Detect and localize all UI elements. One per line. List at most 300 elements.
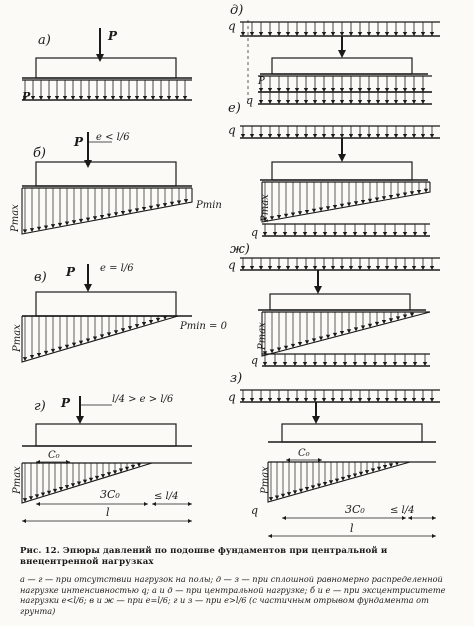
panel-b-pressure-arrow-20 [163,188,167,207]
panel-d-soil-load-arrow-18 [421,92,425,104]
panel-v-pressure-arrow-14 [121,316,125,332]
panel-d-surface-load-arrow-9 [322,22,326,36]
panel-e-soil-load-arrow-8 [343,224,347,236]
panel-z-surface-load-arrow-14 [367,390,371,402]
panel-e-pressure-arrow-7 [312,182,316,213]
panel-d-soil-load-arrow-14 [385,92,389,104]
panel-d-foundation [260,58,428,74]
panel-d-pressure-arrow-2 [277,76,281,92]
panel-d-surface-load-arrow-3 [268,22,272,36]
panel-a-pressure-arrow-20 [183,80,187,100]
panel-zh-surface-load-arrow-16 [385,258,389,270]
panel-z-pressure-arrow-6 [305,462,309,491]
panel-z-pressure-arrow-2 [281,462,285,498]
panel-label-b: б) [33,146,47,161]
panel-zh-surface-load-arrow-14 [367,258,371,270]
panel-d-pressure-arrow-18 [421,76,425,92]
panel-zh-foundation-block [270,294,410,310]
panel-v-pressure-arrow-5 [58,316,62,351]
panel-d-surface-load-arrow-12 [349,22,353,36]
panel-e-surface-load-arrow-5 [286,126,290,138]
q-below-e: q [251,226,259,239]
panel-e-surface-load-arrow-18 [403,126,407,138]
panel-d-surface-load-arrow-18 [403,22,407,36]
panel-e-soil-load-arrow-6 [323,224,327,236]
panel-v-pressure-arrow-10 [93,316,97,340]
panel-zh-pressure-arrow-3 [284,312,288,350]
caption-body-text: а — г — при отсутствии нагрузок на полы; д — з — при сплошной равномерно распределенной нагрузке интенсивностью q; а и д — при центральной нагрузке; б и е — при эксцентриситете нагрузки e<l/6; в и ж — при e=l/6; г и з — при e>l/6 (с частичным отрывом фундамента от грунта) [20,574,446,616]
panel-z-surface-load-arrow-9 [322,390,326,402]
q-d: q [228,19,236,33]
panel-e-soil-load-arrow-14 [403,224,407,236]
panel-v-pressure-arrow-4 [51,316,55,353]
panel-e-soil-load-arrow-12 [383,224,387,236]
panel-z-surface-load-arrow-3 [268,390,272,402]
pressure-P-d: P [258,76,265,87]
panel-zh-soil-load-arrow-15 [413,354,417,366]
panel-v-pressure-arrow-9 [86,316,90,343]
panel-v-pressure-arrow-6 [65,316,69,349]
panel-d-surface-load-arrow-14 [367,22,371,36]
panel-e-surface-load-arrow-21 [430,126,434,138]
panel-a-pressure-arrow-18 [167,80,171,100]
panel-e-pressure-arrow-13 [354,182,358,205]
panel-a-pressure-arrow-5 [63,80,67,100]
panel-zh-pressure-arrow-15 [368,312,372,328]
panel-zh-pressure-arrow-12 [347,312,351,333]
panel-d-soil-load-arrow-17 [412,92,416,104]
panel-b-pressure-arrow-18 [149,188,153,210]
panel-b-pressure-arrow-5 [58,188,62,227]
panel-d-soil-load [258,92,432,104]
length-l-z: l [350,522,354,535]
panel-z-pressure-arrow-12 [341,462,345,481]
panel-g-pressure-arrow-11 [89,463,93,482]
panel-zh-pressure-outline [262,312,430,356]
panel-z-pressure-arrow-5 [299,462,303,493]
pmax-b: Pmax [10,204,21,232]
panel-a-pressure-arrow-10 [103,80,107,100]
panel-e-surface-load-arrow-16 [385,126,389,138]
panel-z-surface-load-arrow-15 [376,390,380,402]
panel-d-pressure-arrow-5 [304,76,308,92]
panel-d-surface-load-arrow-16 [385,22,389,36]
panel-d-surface-load-arrow-1 [250,22,254,36]
panel-e-pressure-arrow-23 [424,182,428,193]
panel-d-pressure-arrow-1 [268,76,272,92]
panel-a-load-arrow [96,28,104,62]
panel-d-soil-load-arrow-15 [394,92,398,104]
panel-e-pressure-arrow-12 [347,182,351,206]
caption-title-text: Рис. 12. Эпюры давлений по подошве фундаментов при центральной и внецентренной нагрузках [20,546,388,567]
panel-zh-soil-load-arrow-8 [343,354,347,366]
panel-e-surface-load-arrow-9 [322,126,326,138]
panel-e-soil-load-arrow-0 [263,224,267,236]
panel-b-foundation [22,162,192,186]
panel-d-soil-load-arrow-5 [304,92,308,104]
panel-g-pressure-arrow-16 [119,463,123,473]
right-column-diagrams [240,22,440,538]
panel-d-pressure-arrow-15 [394,76,398,92]
panel-d-surface-load-arrow-17 [394,22,398,36]
panel-zh-surface-load-arrow-19 [412,258,416,270]
pmin-b: Pmin [196,200,222,211]
panel-e-soil-load-arrow-11 [373,224,377,236]
panel-v-load-arrow-head [84,284,92,292]
panel-g-l4-dim [152,502,192,506]
panel-zh-soil-load-arrow-10 [363,354,367,366]
l-quarter-g: ≤ l/4 [154,491,179,502]
panel-zh-pressure-arrow-4 [291,312,295,348]
panel-z-surface-load-arrow-19 [412,390,416,402]
panel-zh-soil-load-arrow-13 [393,354,397,366]
panel-v-foundation [22,292,192,316]
panel-g-pressure-arrow-10 [83,463,87,484]
panel-d-pressure [258,76,432,92]
panel-g-pressure-arrow-13 [101,463,105,478]
figure-caption-body [20,574,460,616]
panel-g-foundation [22,424,192,446]
panel-b-pressure-arrow-16 [135,188,139,212]
panel-g-load-arrow-head [76,416,84,424]
panel-d-pressure-arrow-4 [295,76,299,92]
panel-e-surface-load-arrow-20 [421,126,425,138]
panel-d-surface-load-arrow-5 [286,22,290,36]
panel-g-3c0-dim [36,502,148,506]
panel-z-pressure-arrow-3 [287,462,291,496]
panel-g-pressure-arrow-3 [41,463,45,497]
figure-caption-title [20,546,460,568]
panel-g-pressure-arrow-6 [59,463,63,491]
panel-e-soil-load-arrow-7 [333,224,337,236]
panel-z-pressure-arrow-19 [383,462,387,469]
panel-d-pressure-arrow-17 [412,76,416,92]
panel-z-pressure-arrow-16 [365,462,369,474]
panel-z-pressure-arrow-14 [353,462,357,477]
load-P-v: P [66,265,76,279]
panel-zh-surface-load-arrow-4 [277,258,281,270]
left-column-diagrams [22,20,248,523]
panel-zh-soil-load-arrow-1 [273,354,277,366]
panel-label-g: г) [34,399,46,414]
panel-b-pressure-arrow-21 [170,188,174,206]
panel-z-pressure-arrow-18 [377,462,381,471]
panel-e-soil-load-arrow-3 [293,224,297,236]
panel-d-soil-load-arrow-6 [313,92,317,104]
panel-e-pressure-arrow-16 [375,182,379,201]
panel-b-pressure-arrow-6 [65,188,69,226]
panel-b-foundation-block [36,162,176,186]
panel-e-pressure-arrow-4 [291,182,295,216]
panel-zh-surface-load-arrow-13 [358,258,362,270]
panel-z-surface-load-arrow-16 [385,390,389,402]
panel-b-pressure-arrow-8 [79,188,83,223]
panel-e-soil-load-arrow-9 [353,224,357,236]
panel-zh-pressure-arrow-17 [382,312,386,324]
panel-e-soil-load-arrow-1 [273,224,277,236]
panel-e-pressure-arrow-3 [284,182,288,218]
panel-b-pressure-arrow-13 [114,188,118,216]
load-P-b: P [74,135,84,149]
panel-z-surface-load-arrow-20 [421,390,425,402]
panel-b-pressure-arrow-23 [184,188,188,203]
panel-zh-surface-load-arrow-15 [376,258,380,270]
panel-e-pressure-arrow-10 [333,182,337,209]
q-zh: q [228,258,236,272]
panel-zh-surface-load-arrow-10 [331,258,335,270]
pmax-v: Pmax [12,324,23,352]
panel-d-pressure-arrow-16 [403,76,407,92]
panel-g-pressure-arrow-8 [71,463,75,487]
panel-e-surface-load-arrow-3 [268,126,272,138]
panel-b-pressure-arrow-10 [93,188,97,220]
panel-d-surface-load [240,22,440,36]
panel-e-surface-load-arrow-14 [367,126,371,138]
panel-v-pressure-arrow-15 [128,316,132,330]
length-l-g: l [106,506,110,519]
panel-zh-load-arrow [314,270,322,294]
panel-z-foundation [268,424,436,442]
panel-zh-pressure-arrow-13 [354,312,358,331]
panel-e-surface-load-arrow-7 [304,126,308,138]
panel-zh-surface-load [240,258,440,270]
three-c0-z: 3C₀ [345,503,365,516]
panel-d-surface-load-arrow-15 [376,22,380,36]
panel-z-surface-load-arrow-7 [304,390,308,402]
panel-label-z: з) [230,371,243,386]
panel-zh-soil-load-arrow-6 [323,354,327,366]
pmax-zh: Pmax [257,322,268,350]
panel-e-foundation-block [272,162,412,180]
panel-zh-soil-load-arrow-4 [303,354,307,366]
l-quarter-z: ≤ l/4 [390,505,415,516]
panel-label-v: в) [34,270,47,285]
panel-e-foundation [260,162,428,180]
panel-zh-surface-load-arrow-5 [286,258,290,270]
panel-e-soil-load-arrow-4 [303,224,307,236]
panel-z-load-arrow [312,402,320,424]
panel-zh-surface-load-arrow-9 [322,258,326,270]
panel-v-pressure-arrow-8 [79,316,83,345]
panel-g-pressure-arrow-12 [95,463,99,480]
panel-z-surface-load-arrow-1 [250,390,254,402]
panel-b-pressure-arrow-2 [37,188,41,231]
panel-zh-surface-load-arrow-18 [403,258,407,270]
panel-a-pressure-arrow-13 [127,80,131,100]
panel-e-surface-load-arrow-15 [376,126,380,138]
pmin-v: Pmin = 0 [180,321,227,332]
panel-d-surface-load-arrow-4 [277,22,281,36]
c0-z: C₀ [298,448,310,459]
panel-zh-surface-load-arrow-3 [268,258,272,270]
panel-g-pressure-arrow-1 [29,463,33,500]
panel-zh-pressure [262,312,430,356]
panel-g-pressure-arrow-17 [125,463,129,471]
panel-v-pressure-arrow-3 [44,316,48,355]
panel-e-soil-load-arrow-15 [413,224,417,236]
panel-g-pressure-arrow-9 [77,463,81,485]
panel-e-surface-load-arrow-8 [313,126,317,138]
panel-z-surface-load-arrow-6 [295,390,299,402]
panel-zh-surface-load-arrow-11 [340,258,344,270]
panel-e-pressure-arrow-9 [326,182,330,210]
panel-d-soil-load-arrow-12 [367,92,371,104]
panel-e-soil-load-arrow-10 [363,224,367,236]
panel-d-pressure-arrow-6 [313,76,317,92]
panel-z-pressure-arrow-10 [329,462,333,484]
panel-e-soil-load-arrow-2 [283,224,287,236]
panel-e-pressure-arrow-14 [361,182,365,204]
pressure-P-a: P [22,90,31,103]
panel-a-foundation [22,58,192,78]
panel-v-pressure-arrow-12 [107,316,111,336]
panel-e-surface-load-arrow-6 [295,126,299,138]
panel-e-pressure-arrow-20 [403,182,407,196]
panel-a-foundation-block [36,58,176,78]
panel-d-soil-load-arrow-13 [376,92,380,104]
panel-zh-load-arrow-head [314,286,322,294]
panel-e-pressure-arrow-11 [340,182,344,208]
panel-z-surface-load-arrow-11 [340,390,344,402]
panel-d-soil-load-arrow-10 [349,92,353,104]
panel-d-pressure-arrow-11 [358,76,362,92]
panel-zh-surface-load-arrow-17 [394,258,398,270]
panel-b-load-arrow [84,132,92,168]
panel-zh-surface-load-arrow-1 [250,258,254,270]
panel-d-soil-load-arrow-2 [277,92,281,104]
panel-e-surface-load-arrow-1 [250,126,254,138]
panel-e-pressure-arrow-17 [382,182,386,200]
panel-e-surface-load-arrow-10 [331,126,335,138]
panel-v-pressure-arrow-17 [142,316,146,326]
panel-zh-pressure-arrow-18 [389,312,393,322]
panel-z-pressure-arrow-13 [347,462,351,479]
panel-z-pressure-arrow-8 [317,462,321,488]
panel-e-surface-load-arrow-19 [412,126,416,138]
panel-a-pressure-arrow-11 [111,80,115,100]
panel-b-pressure-arrow-4 [51,188,55,228]
panel-v-pressure-arrow-13 [114,316,118,334]
panel-zh-pressure-arrow-14 [361,312,365,330]
panel-zh-soil-load-arrow-3 [293,354,297,366]
panel-b-pressure-arrow-0 [23,188,27,233]
panel-z-surface-load-arrow-4 [277,390,281,402]
panel-g-pressure-arrow-7 [65,463,69,489]
panel-v-pressure-arrow-11 [100,316,104,338]
panel-e-pressure-arrow-19 [396,182,400,198]
panel-e-soil-load-arrow-5 [313,224,317,236]
panel-a-pressure-arrow-1 [31,80,35,100]
panel-label-d: д) [230,3,244,18]
panel-e-load-arrow [338,138,346,162]
panel-e-pressure [262,182,430,222]
panel-z-3c0-dim [282,516,406,520]
panel-zh-pressure-arrow-6 [305,312,309,344]
panel-d-soil-load-arrow-9 [340,92,344,104]
panel-a-pressure-arrow-3 [47,80,51,100]
panel-a-pressure-arrow-2 [39,80,43,100]
panel-d-pressure-arrow-10 [349,76,353,92]
q-below-z: q [251,504,259,517]
panel-b-pressure [22,188,192,234]
panel-z-pressure [268,462,436,502]
eccentricity-v: e = l/6 [100,263,134,274]
panel-zh-surface-load-arrow-8 [313,258,317,270]
panel-z-load-arrow-head [312,416,320,424]
panel-a-pressure-arrow-12 [119,80,123,100]
panel-zh-pressure-arrow-2 [277,312,281,352]
panel-b-pressure-arrow-3 [44,188,48,229]
panel-d-surface-load-arrow-7 [304,22,308,36]
panel-z-foundation-block [282,424,422,442]
panel-d-soil-load-arrow-11 [358,92,362,104]
panel-e-surface-load-arrow-4 [277,126,281,138]
panel-zh-surface-load-arrow-20 [421,258,425,270]
panel-d-surface-load-arrow-10 [331,22,335,36]
q-e: q [228,123,236,137]
panel-z-l4-dim [408,516,436,520]
panel-e-load-arrow-head [338,154,346,162]
panel-z-pressure-arrow-4 [293,462,297,494]
panel-zh-pressure-arrow-8 [319,312,323,341]
panel-g-pressure-arrow-2 [35,463,39,498]
panel-d-load-arrow-head [338,50,346,58]
panel-e-soil-load-arrow-16 [423,224,427,236]
panel-e-pressure-arrow-5 [298,182,302,215]
panel-z-surface-load-arrow-10 [331,390,335,402]
panel-g-pressure-arrow-15 [113,463,117,474]
panel-z-pressure-arrow-1 [275,462,279,499]
panel-z-surface-load [240,390,440,402]
panel-a-pressure-arrow-14 [135,80,139,100]
panel-d-pressure-arrow-9 [340,76,344,92]
panel-v-pressure-arrow-7 [72,316,76,347]
panel-d-surface-load-arrow-19 [412,22,416,36]
panel-e-surface-load-arrow-12 [349,126,353,138]
panel-d-surface-load-arrow-13 [358,22,362,36]
panel-a-pressure-arrow-9 [95,80,99,100]
panel-d-pressure-arrow-12 [367,76,371,92]
three-c0-g: 3C₀ [100,488,120,501]
panel-zh-surface-load-arrow-7 [304,258,308,270]
panel-z-surface-load-arrow-8 [313,390,317,402]
panel-a-pressure-arrow-4 [55,80,59,100]
panel-label-e: е) [228,101,241,116]
panel-zh-soil-load-arrow-9 [353,354,357,366]
panel-zh-surface-load-arrow-21 [430,258,434,270]
panel-d-pressure-arrow-7 [322,76,326,92]
panel-a-pressure-arrow-6 [71,80,75,100]
panel-zh-surface-load-arrow-12 [349,258,353,270]
panel-z-surface-load-arrow-0 [241,390,245,402]
panel-g-pressure-arrow-14 [107,463,111,476]
panel-a-pressure-arrow-17 [159,80,163,100]
panel-b-pressure-arrow-7 [72,188,76,224]
q-below-d: q [246,94,254,107]
pmax-e: Pmax [260,194,271,222]
pmax-g: Pmax [12,466,23,494]
panel-z-pressure-arrow-15 [359,462,363,476]
panel-d-pressure-arrow-13 [376,76,380,92]
panel-g-l-dim [22,519,192,523]
pmax-z: Pmax [260,466,271,494]
panel-z-surface-load-arrow-18 [403,390,407,402]
panel-a-pressure-arrow-7 [79,80,83,100]
panel-zh-soil-load-arrow-2 [283,354,287,366]
panel-b-pressure-arrow-15 [128,188,132,214]
panel-e-surface-load-arrow-0 [241,126,245,138]
eccentricity-g: l/4 > e > l/6 [112,394,174,405]
